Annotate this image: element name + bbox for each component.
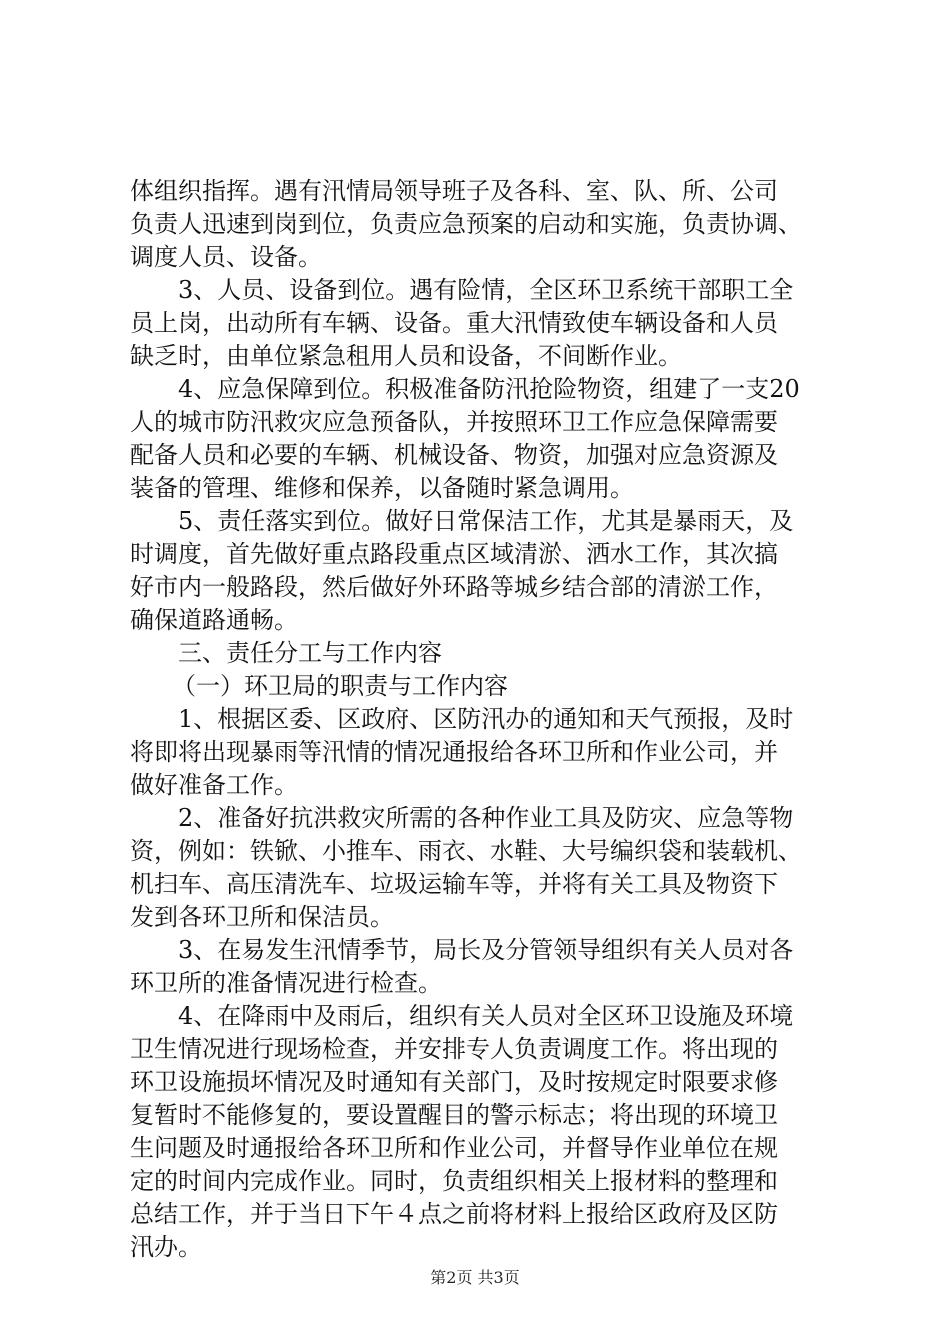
text-line: 2、准备好抗洪救灾所需的各种作业工具及防灾、应急等物 xyxy=(178,804,794,832)
text-line: 负责人迅速到岗到位，负责应急预案的启动和实施，负责协调、 xyxy=(130,210,802,238)
text-line: 缺乏时，由单位紧急租用人员和设备，不间断作业。 xyxy=(130,342,682,370)
page-number-footer: 第2页 共3页 xyxy=(430,1268,520,1287)
text-line: 时调度，首先做好重点路段重点区域清淤、洒水工作，其次搞 xyxy=(130,540,778,568)
text-line: 确保道路通畅。 xyxy=(130,606,298,634)
text-line: 4、在降雨中及雨后，组织有关人员对全区环卫设施及环境 xyxy=(178,1002,794,1030)
subsection-heading: （一）环卫局的职责与工作内容 xyxy=(172,672,508,700)
section-heading: 三、责任分工与工作内容 xyxy=(178,639,442,667)
text-line: 复暂时不能修复的，要设置醒目的警示标志；将出现的环境卫 xyxy=(130,1101,778,1129)
text-line: 装备的管理、维修和保养，以备随时紧急调用。 xyxy=(130,474,634,502)
text-line: 生问题及时通报给各环卫所和作业公司，并督导作业单位在规 xyxy=(130,1134,778,1162)
text-line: 定的时间内完成作业。同时，负责组织相关上报材料的整理和 xyxy=(130,1167,778,1195)
text-line: 人的城市防汛救灾应急预备队，并按照环卫工作应急保障需要 xyxy=(130,408,778,436)
text-line: 汛办。 xyxy=(130,1233,202,1261)
text-line: 配备人员和必要的车辆、机械设备、物资，加强对应急资源及 xyxy=(130,441,778,469)
text-line: 环卫设施损坏情况及时通知有关部门，及时按规定时限要求修 xyxy=(130,1068,778,1096)
text-line: 卫生情况进行现场检查，并安排专人负责调度工作。将出现的 xyxy=(130,1035,778,1063)
text-line: 3、在易发生汛情季节，局长及分管领导组织有关人员对各 xyxy=(178,936,794,964)
text-line: 好市内一般路段，然后做好外环路等城乡结合部的清淤工作， xyxy=(130,573,778,601)
text-line: 环卫所的准备情况进行检查。 xyxy=(130,969,442,997)
text-line: 机扫车、高压清洗车、垃圾运输车等，并将有关工具及物资下 xyxy=(130,870,778,898)
text-line: 总结工作，并于当日下午４点之前将材料上报给区政府及区防 xyxy=(130,1200,778,1228)
text-line: 员上岗，出动所有车辆、设备。重大汛情致使车辆设备和人员 xyxy=(130,309,778,337)
text-line: 调度人员、设备。 xyxy=(130,243,322,271)
text-line: 4、应急保障到位。积极准备防汛抢险物资，组建了一支20 xyxy=(178,375,800,403)
text-line: 资，例如：铁锨、小推车、雨衣、水鞋、大号编织袋和装载机、 xyxy=(130,837,802,865)
text-line: 做好准备工作。 xyxy=(130,771,298,799)
text-line: 发到各环卫所和保洁员。 xyxy=(130,903,394,931)
text-line: 体组织指挥。遇有汛情局领导班子及各科、室、队、所、公司 xyxy=(130,177,778,205)
text-line: 5、责任落实到位。做好日常保洁工作，尤其是暴雨天，及 xyxy=(178,507,794,535)
text-line: 3、人员、设备到位。遇有险情，全区环卫系统干部职工全 xyxy=(178,276,794,304)
text-line: 1、根据区委、区政府、区防汛办的通知和天气预报，及时 xyxy=(178,705,794,733)
text-line: 将即将出现暴雨等汛情的情况通报给各环卫所和作业公司，并 xyxy=(130,738,778,766)
